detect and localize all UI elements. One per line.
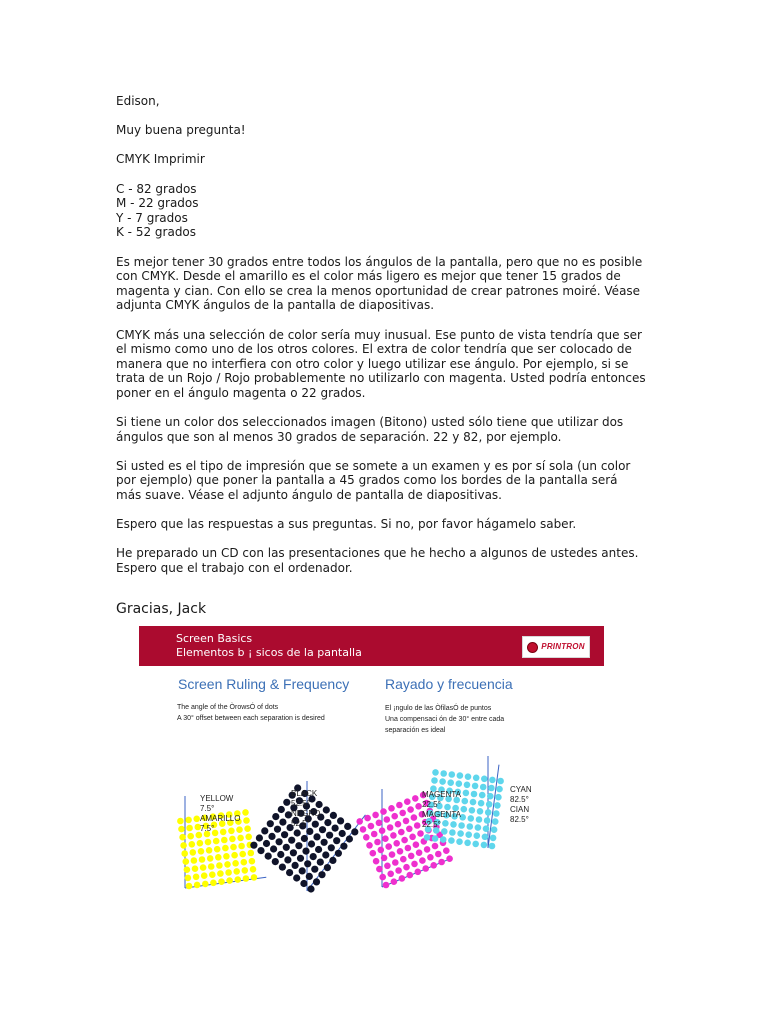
halftone-dot: [299, 867, 306, 874]
halftone-dot: [389, 851, 396, 858]
halftone-dot: [496, 786, 503, 793]
halftone-dot: [404, 798, 411, 805]
halftone-dot: [243, 817, 250, 824]
paragraph: Espero que las respuestas a sus preguntas. Si no, por favor hágamelo saber.: [116, 517, 577, 532]
halftone-dot: [449, 829, 456, 836]
halftone-dot: [413, 841, 420, 848]
cyan-angle-es: 82.5°: [510, 815, 529, 824]
halftone-dot: [406, 826, 413, 833]
note-line: The angle of the ÒrowsÓ of dots: [177, 704, 279, 711]
black-label: [291, 789, 320, 829]
halftone-dot: [424, 846, 431, 853]
halftone-dot: [213, 838, 220, 845]
halftone-dot: [326, 832, 333, 839]
halftone-dot: [180, 842, 187, 849]
halftone-dot: [462, 798, 469, 805]
halftone-dot: [491, 826, 498, 833]
halftone-dot: [292, 862, 299, 869]
halftone-dot: [463, 790, 470, 797]
halftone-dot: [366, 842, 373, 849]
halftone-dot: [238, 843, 245, 850]
final-line: Espero que el trabajo con el ordenador.: [116, 561, 353, 575]
halftone-dot: [446, 855, 453, 862]
halftone-dot: [268, 833, 275, 840]
halftone-dot: [277, 851, 284, 858]
halftone-dot: [424, 834, 431, 841]
halftone-dot: [481, 842, 488, 849]
halftone-dot: [376, 820, 383, 827]
halftone-dot: [412, 795, 419, 802]
halftone-dot: [207, 855, 214, 862]
magenta-angle: 22.5°: [422, 800, 441, 809]
halftone-dot: [335, 850, 342, 857]
halftone-dot: [387, 824, 394, 831]
halftone-dot: [360, 826, 367, 833]
halftone-dot: [250, 866, 257, 873]
halftone-dot: [400, 856, 407, 863]
halftone-dot: [417, 830, 424, 837]
halftone-dot: [407, 872, 414, 879]
halftone-dot: [186, 883, 193, 890]
halftone-dot: [430, 862, 437, 869]
halftone-dot: [440, 770, 447, 777]
halftone-dot: [464, 782, 471, 789]
halftone-dot: [449, 771, 456, 778]
halftone-dot: [185, 817, 192, 824]
paragraph: Es mejor tener 30 grados entre todos los ángulos de la pantalla, pero que no es posible con CMYK. Desde el amarillo es el color más ligero es mejor que tener 15 grados de magenta y cian. Con ello se crea la menos oportunidad de crear patrones moiré. Véase adjunta CMYK ángulos de la pantalla de diapositivas.: [116, 254, 643, 313]
halftone-dot: [497, 778, 504, 785]
halftone-dot: [290, 849, 297, 856]
halftone-dot: [380, 808, 387, 815]
halftone-dot: [415, 803, 422, 810]
halftone-dot: [339, 830, 346, 837]
halftone-dot: [317, 859, 324, 866]
halftone-dot: [363, 834, 370, 841]
magenta-name-es: MAGENTA: [422, 810, 461, 819]
halftone-dot: [470, 799, 477, 806]
halftone-dot: [492, 818, 499, 825]
halftone-dot: [392, 859, 399, 866]
halftone-dot: [419, 857, 426, 864]
halftone-dot: [384, 816, 391, 823]
halftone-dot: [495, 794, 502, 801]
halftone-dot: [465, 773, 472, 780]
halftone-dot: [178, 826, 185, 833]
halftone-dot: [438, 859, 445, 866]
halftone-dot: [313, 833, 320, 840]
halftone-dot: [281, 831, 288, 838]
black-name: BLACK: [291, 789, 318, 798]
halftone-dot: [202, 881, 209, 888]
halftone-dot: [242, 867, 249, 874]
halftone-dot: [471, 791, 478, 798]
halftone-dot: [395, 867, 402, 874]
halftone-dot: [208, 863, 215, 870]
halftone-dot: [435, 851, 442, 858]
halftone-dot: [403, 818, 410, 825]
cyan-angle: 82.5°: [510, 795, 529, 804]
halftone-dot: [478, 800, 485, 807]
halftone-dot: [250, 842, 257, 849]
halftone-dot: [210, 880, 217, 887]
halftone-dot: [185, 875, 192, 882]
halftone-dot: [276, 838, 283, 845]
halftone-dot: [481, 776, 488, 783]
halftone-dot: [261, 827, 268, 834]
halftone-dot: [374, 839, 381, 846]
halftone-dot: [388, 805, 395, 812]
halftone-dot: [461, 806, 468, 813]
halftone-dot: [272, 813, 279, 820]
halftone-dot: [409, 834, 416, 841]
halftone-dot: [390, 832, 397, 839]
halftone-dot: [249, 858, 256, 865]
black-name-es: NEGRO: [291, 809, 321, 818]
halftone-dot: [387, 871, 394, 878]
halftone-dot: [300, 880, 307, 887]
magenta-angle-es: 22.5°: [422, 820, 441, 829]
black-angle-es: 52.5°: [291, 819, 310, 828]
halftone-dot: [440, 836, 447, 843]
halftone-dot: [230, 844, 237, 851]
halftone-dot: [288, 837, 295, 844]
halftone-dot: [284, 856, 291, 863]
halftone-dot: [205, 839, 212, 846]
halftone-dot: [328, 844, 335, 851]
halftone-dot: [187, 833, 194, 840]
yellow-name: YELLOW: [200, 794, 234, 803]
halftone-dot: [272, 858, 279, 865]
halftone-dot: [485, 809, 492, 816]
halftone-dot: [473, 775, 480, 782]
heading-spanish: Rayado y frecuencia: [385, 676, 513, 692]
halftone-dot: [295, 842, 302, 849]
halftone-dot: [183, 858, 190, 865]
halftone-dot: [477, 808, 484, 815]
halftone-dot: [311, 866, 318, 873]
yellow-angle-es: 7.5°: [200, 824, 215, 833]
halftone-dot: [382, 835, 389, 842]
halftone-dot: [279, 819, 286, 826]
halftone-dot: [224, 861, 231, 868]
halftone-dot: [226, 877, 233, 884]
halftone-dot: [484, 817, 491, 824]
halftone-dot: [310, 853, 317, 860]
halftone-dot: [302, 848, 309, 855]
halftone-dot: [396, 802, 403, 809]
paragraph: Si tiene un color dos seleccionados imagen (Bitono) usted sólo tiene que utilizar dos ángulos que son al menos 30 grados de separación. 22 y 82, por ejemplo.: [116, 415, 624, 444]
cyan-label: [510, 785, 532, 825]
halftone-dot: [229, 836, 236, 843]
halftone-dot: [267, 820, 274, 827]
halftone-dot: [456, 780, 463, 787]
halftone-dot: [480, 784, 487, 791]
halftone-dot: [393, 840, 400, 847]
halftone-dot: [467, 823, 474, 830]
halftone-dot: [186, 825, 193, 832]
angle-line-c: C - 82 grados: [116, 181, 197, 196]
halftone-dot: [244, 825, 251, 832]
halftone-dot: [270, 845, 277, 852]
cyan-name-es: CIAN: [510, 805, 530, 814]
halftone-dot: [422, 865, 429, 872]
halftone-dot: [223, 853, 230, 860]
halftone-dot: [407, 806, 414, 813]
halftone-dot: [322, 851, 329, 858]
halftone-dot: [279, 864, 286, 871]
halftone-dot: [373, 858, 380, 865]
halftone-dot: [324, 819, 331, 826]
halftone-dot: [383, 882, 390, 889]
halftone-dot: [432, 835, 439, 842]
halftone-dot: [494, 802, 501, 809]
halftone-dot: [488, 785, 495, 792]
halftone-dot: [237, 835, 244, 842]
halftone-dot: [399, 875, 406, 882]
halftone-dot: [344, 823, 351, 830]
note-line: El ¡ngulo de las ÒfilasÓ de puntos: [385, 705, 492, 712]
halftone-dot: [330, 812, 337, 819]
halftone-dot: [265, 853, 272, 860]
screen-angle-slide: [139, 626, 604, 956]
angle-line-k: K - 52 grados: [116, 225, 197, 240]
halftone-dot: [391, 813, 398, 820]
greeting: Edison,: [116, 94, 160, 108]
halftone-dot: [191, 857, 198, 864]
halftone-dot: [414, 822, 421, 829]
halftone-dot: [243, 875, 250, 882]
halftone-dot: [245, 834, 252, 841]
halftone-dot: [468, 815, 475, 822]
halftone-dot: [315, 846, 322, 853]
yellow-label: [200, 794, 240, 834]
halftone-dot: [475, 824, 482, 831]
cyan-name: CYAN: [510, 785, 532, 794]
halftone-dot: [371, 831, 378, 838]
halftone-dot: [251, 874, 258, 881]
halftone-dot: [493, 810, 500, 817]
halftone-dot: [239, 851, 246, 858]
halftone-dot: [474, 832, 481, 839]
cmyk-title: CMYK Imprimir: [116, 152, 205, 167]
halftone-dot: [313, 878, 320, 885]
halftone-dot: [376, 866, 383, 873]
halftone-dot: [490, 835, 497, 842]
halftone-dot: [337, 817, 344, 824]
halftone-dot: [293, 874, 300, 881]
halftone-dot: [206, 847, 213, 854]
final-line: He preparado un CD con las presentaciones que he hecho a algunos de ustedes antes.: [116, 546, 639, 561]
halftone-dot: [209, 871, 216, 878]
halftone-dot: [399, 810, 406, 817]
halftone-dot: [193, 874, 200, 881]
halftone-dot: [381, 855, 388, 862]
halftone-dot: [231, 852, 238, 859]
halftone-dot: [235, 876, 242, 883]
note-line: Una compensaci ón de 30° entre cada: [385, 716, 505, 723]
halftone-dot: [378, 847, 385, 854]
halftone-dot: [192, 865, 199, 872]
halftone-dot: [465, 831, 472, 838]
halftone-dot: [385, 843, 392, 850]
halftone-screens: [139, 626, 604, 956]
yellow-angle: 7.5°: [200, 804, 215, 813]
halftone-dot: [256, 834, 263, 841]
halftone-dot: [306, 873, 313, 880]
halftone-dot: [464, 840, 471, 847]
banner-subtitle: Elementos b ¡ sicos de la pantalla: [176, 646, 362, 659]
halftone-dot: [225, 869, 232, 876]
halftone-dot: [297, 855, 304, 862]
black-angle: 52.5°: [291, 799, 310, 808]
halftone-dot: [351, 828, 358, 835]
halftone-dot: [472, 841, 479, 848]
halftone-dot: [232, 860, 239, 867]
halftone-dot: [368, 823, 375, 830]
halftone-dot: [198, 848, 205, 855]
halftone-dot: [307, 885, 314, 892]
halftone-dot: [190, 849, 197, 856]
banner-title: Screen Basics: [176, 632, 253, 645]
halftone-dot: [199, 856, 206, 863]
halftone-dot: [403, 864, 410, 871]
halftone-dot: [193, 816, 200, 823]
halftone-dot: [432, 843, 439, 850]
halftone-dot: [321, 839, 328, 846]
halftone-dot: [431, 777, 438, 784]
halftone-dot: [405, 845, 412, 852]
angle-list: [116, 182, 646, 240]
halftone-dot: [469, 807, 476, 814]
halftone-dot: [286, 869, 293, 876]
halftone-dot: [222, 845, 229, 852]
halftone-dot: [201, 872, 208, 879]
halftone-dot: [333, 837, 340, 844]
halftone-dot: [372, 812, 379, 819]
halftone-dot: [242, 809, 249, 816]
magenta-name: MAGENTA: [422, 790, 461, 799]
halftone-dot: [457, 830, 464, 837]
paragraph: CMYK más una selección de color sería muy inusual. Ese punto de vista tendría que ser el mismo como uno de los otros colores. El extra de color tendría que ser colocado de manera que no interfiera con otro color y luego utilizar ese ángulo. Por ejemplo, si se trata de un Rojo / Rojo probablemente no utilizarlo con magenta. Usted podría entonces poner en el ángulo magenta o 22 grados.: [116, 327, 646, 400]
halftone-dot: [184, 866, 191, 873]
halftone-dot: [301, 835, 308, 842]
halftone-dot: [257, 847, 264, 854]
halftone-dot: [432, 769, 439, 776]
halftone-dot: [457, 772, 464, 779]
halftone-dot: [408, 853, 415, 860]
halftone-dot: [356, 818, 363, 825]
halftone-dot: [189, 841, 196, 848]
note-line: A 30° offset between each separation is desired: [177, 715, 325, 722]
heading-english: Screen Ruling & Frequency: [178, 676, 350, 692]
halftone-dot: [200, 864, 207, 871]
halftone-dot: [447, 779, 454, 786]
halftone-dot: [274, 826, 281, 833]
intro-line: Muy buena pregunta!: [116, 123, 246, 138]
halftone-dot: [398, 829, 405, 836]
halftone-dot: [411, 861, 418, 868]
halftone-dot: [218, 878, 225, 885]
halftone-dot: [489, 777, 496, 784]
halftone-dot: [391, 878, 398, 885]
halftone-dot: [283, 844, 290, 851]
logo-text: PRINTRON: [541, 642, 585, 651]
halftone-dot: [340, 843, 347, 850]
halftone-dot: [241, 859, 248, 866]
halftone-dot: [217, 870, 224, 877]
halftone-dot: [233, 868, 240, 875]
halftone-dot: [177, 818, 184, 825]
halftone-dot: [179, 834, 186, 841]
halftone-dot: [248, 850, 255, 857]
magenta-label: [422, 790, 461, 830]
halftone-dot: [486, 801, 493, 808]
halftone-dot: [215, 854, 222, 861]
paragraph: Si usted es el tipo de impresión que se somete a un examen y es por sí sola (un color por ejemplo) que poner la pantalla a 45 grados como los bordes de la pantalla será más suave. Véase el adjunto ángulo de pantalla de diapositivas.: [116, 458, 631, 503]
halftone-dot: [384, 863, 391, 870]
halftone-dot: [443, 847, 450, 854]
angle-line-m: M - 22 grados: [116, 196, 199, 211]
note-line: separación es ideal: [385, 727, 446, 734]
halftone-dot: [278, 806, 285, 813]
halftone-dot: [263, 840, 270, 847]
halftone-dot: [482, 834, 489, 841]
halftone-dot: [401, 837, 408, 844]
halftone-dot: [332, 825, 339, 832]
halftone-dot: [221, 837, 228, 844]
halftone-dot: [364, 815, 371, 822]
halftone-dot: [395, 821, 402, 828]
halftone-dot: [427, 854, 434, 861]
halftone-dot: [346, 835, 353, 842]
halftone-dot: [197, 840, 204, 847]
halftone-dot: [283, 799, 290, 806]
closing-signature: Gracias, Jack: [116, 601, 207, 617]
halftone-dot: [216, 862, 223, 869]
halftone-dot: [439, 778, 446, 785]
letter-body: [116, 94, 646, 576]
halftone-dot: [181, 850, 188, 857]
halftone-dot: [304, 860, 311, 867]
halftone-dot: [324, 864, 331, 871]
halftone-dot: [483, 825, 490, 832]
halftone-dot: [379, 827, 386, 834]
halftone-dot: [456, 838, 463, 845]
halftone-dot: [308, 840, 315, 847]
halftone-dot: [323, 806, 330, 813]
halftone-dot: [472, 783, 479, 790]
halftone-dot: [397, 848, 404, 855]
halftone-dot: [448, 837, 455, 844]
halftone-dot: [479, 792, 486, 799]
halftone-dot: [416, 849, 423, 856]
halftone-dot: [318, 871, 325, 878]
halftone-dot: [214, 846, 221, 853]
halftone-dot: [411, 814, 418, 821]
halftone-dot: [294, 829, 301, 836]
halftone-dot: [476, 816, 483, 823]
halftone-dot: [370, 850, 377, 857]
halftone-dot: [487, 793, 494, 800]
halftone-dot: [489, 843, 496, 850]
halftone-dot: [329, 857, 336, 864]
halftone-dot: [194, 882, 201, 889]
halftone-dot: [415, 869, 422, 876]
yellow-name-es: AMARILLO: [200, 814, 241, 823]
angle-line-y: Y - 7 grados: [116, 210, 188, 225]
halftone-dot: [379, 874, 386, 881]
